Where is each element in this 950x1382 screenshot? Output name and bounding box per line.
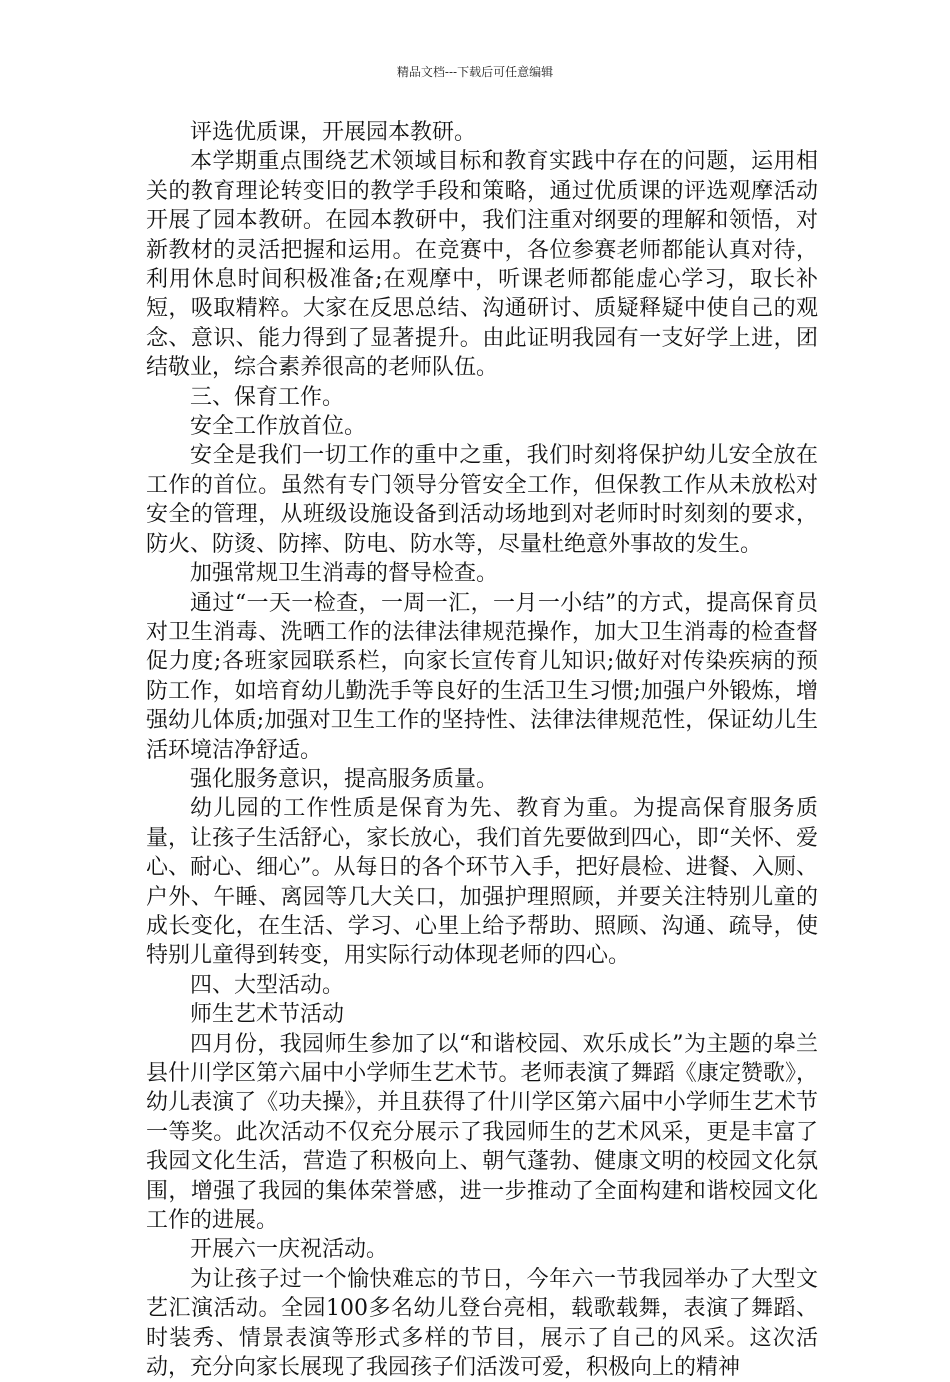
subheading: 加强常规卫生消毒的督导检查。 [190, 561, 499, 587]
subheading: 开展六一庆祝活动。 [190, 1237, 389, 1263]
paragraph: 本学期重点围绕艺术领域目标和教育实践中存在的问题，运用相关的教育理论转变旧的教学手段和策略，通过优质课的评选观摩活动开展了园本教研。在园本教研中，我们注重对纲要的理解和领悟，对新教材的灵活把握和运用。在竞赛中，各位参赛老师都能认真对待，利用休息时间积极准备;在观摩中，听课老师都能虚心学习，取长补短，吸取精粹。大家在反思总结、沟通研讨、质疑释疑中使自己的观念、意识、能力得到了显著提升。由此证明我园有一支好学上进，团结敬业，综合素养很高的老师队伍。 [146, 149, 818, 381]
section-heading: 四、大型活动。 [190, 972, 345, 998]
paragraph: 安全是我们一切工作的重中之重，我们时刻将保护幼儿安全放在工作的首位。虽然有专门领导分管安全工作，但保教工作从未放松对安全的管理，从班级设施设备到活动场地到对老师时时刻刻的要求，防火、防烫、防摔、防电、防水等，尽量杜绝意外事故的发生。 [146, 443, 818, 557]
page-header: 精品文档---下载后可任意编辑 [396, 65, 554, 79]
paragraph: 评选优质课，开展园本教研。 [190, 120, 477, 145]
paragraph: 四月份，我园师生参加了以“和谐校园、欢乐成长”为主题的皋兰县什川学区第六届中小学师生艺术节。老师表演了舞蹈《康定赞歌》，幼儿表演了《功夫操》，并且获得了什川学区第六届中小学师生艺术节一等奖。此次活动不仅充分展示了我园师生的艺术风采，更是丰富了我园文化生活，营造了积极向上、朝气蓬勃、健康文明的校园文化氛围，增强了我园的集体荣誉感，进一步推动了全面构建和谐校园文化工作的进展。 [146, 1031, 818, 1234]
subheading: 安全工作放首位。 [190, 414, 367, 440]
section-heading: 三、保育工作。 [190, 384, 345, 410]
document-body [146, 118, 818, 1382]
paragraph: 幼儿园的工作性质是保育为先、教育为重。为提高保育服务质量，让孩子生活舒心，家长放心，我们首先要做到四心，即“关怀、爱心、耐心、细心”。从每日的各个环节入手，把好晨检、进餐、入厕、户外、午睡、离园等几大关口，加强护理照顾，并要关注特别儿童的成长变化，在生活、学习、心里上给予帮助、照顾、沟通、疏导，使特别儿童得到转变，用实际行动体现老师的四心。 [146, 796, 818, 969]
paragraph: 为让孩子过一个愉快难忘的节日，今年六一节我园举办了大型文艺汇演活动。全园100多名幼儿登台亮相，载歌载舞，表演了舞蹈、时装秀、情景表演等形式多样的节目，展示了自己的风采。这次活动，充分向家长展现了我园孩子们活泼可爱，积极向上的精神 [146, 1266, 818, 1381]
paragraph: 通过“一天一检查，一周一汇，一月一小结”的方式，提高保育员对卫生消毒、洗晒工作的法律法律规范操作，加大卫生消毒的检查督促力度;各班家园联系栏，向家长宣传育儿知识;做好对传染疾病的预防工作，如培育幼儿勤洗手等良好的生活卫生习惯;加强户外锻炼，增强幼儿体质;加强对卫生工作的坚持性、法律法律规范性，保证幼儿生活环境洁净舒适。 [146, 590, 818, 763]
subheading: 师生艺术节活动 [190, 1002, 345, 1028]
subheading: 强化服务意识，提高服务质量。 [190, 766, 499, 792]
